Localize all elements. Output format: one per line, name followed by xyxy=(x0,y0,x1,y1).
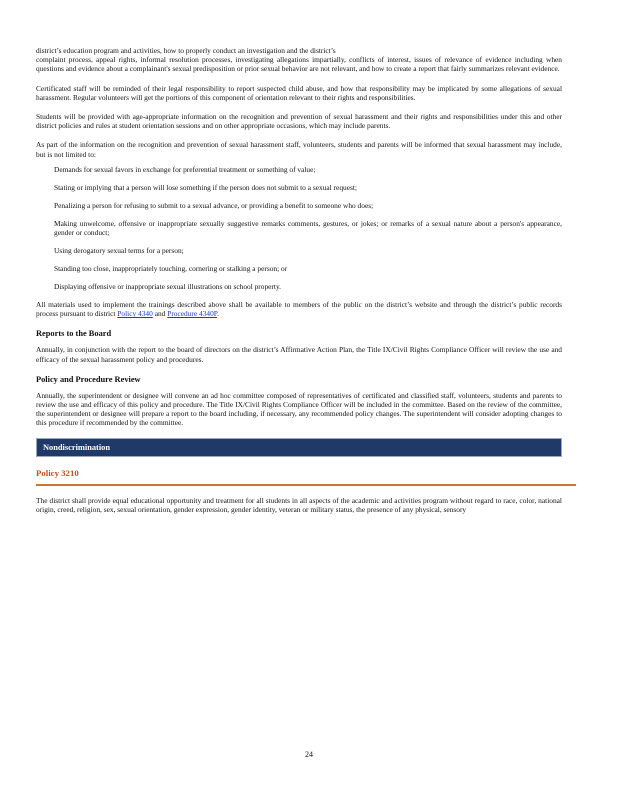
list-item: Stating or implying that a person will lose something if the person does not submit to a sexual request; xyxy=(54,182,357,192)
section-band xyxy=(36,438,562,457)
section-title: Nondiscrimination xyxy=(43,442,111,452)
certificated-paragraph: Certificated staff will be reminded of their legal responsibility to report suspected child abuse, and how that responsibility may be implicated by some allegations of sexual harassment. Regular volunteers will get the portions of this component of orientation relevant to their rights and responsibilities. xyxy=(36,83,562,102)
list-item: Demands for sexual favors in exchange for preferential treatment or something of value; xyxy=(54,164,316,174)
procedure-4340p-link[interactable]: Procedure 4340P xyxy=(167,309,218,319)
page-number: 24 xyxy=(305,750,313,759)
students-paragraph: Students will be provided with age-appropriate information on the recognition and prevention of sexual harassment and their rights and responsibilities under this and other district policies and rules at student orientation sessions and on other appropriate occasions, which may include parents. xyxy=(36,112,562,131)
review-heading: Policy and Procedure Review xyxy=(36,374,141,384)
harassment-examples-list xyxy=(36,165,562,291)
intro-paragraph xyxy=(36,46,562,74)
list-item: Using derogatory sexual terms for a person; xyxy=(54,246,184,256)
materials-end: . xyxy=(217,309,219,319)
list-item: Displaying offensive or inappropriate sexual illustrations on school property. xyxy=(54,282,282,292)
nondiscrimination-paragraph: The district shall provide equal educational opportunity and treatment for all students in all aspects of the academic and activities program without regard to race, color, national origin, creed, religion, sex, sexual orientation, gender expression, gender identity, veteran or military status, the presence of any physical, sensory xyxy=(36,495,562,514)
intro-line-1: district’s education program and activities, how to properly conduct an investigation and the district’s xyxy=(36,46,336,55)
materials-text: All materials used to implement the trainings described above shall be available to members of the public on the district’s website and through the district’s public records process pursuant to district xyxy=(36,300,562,319)
review-paragraph: Annually, the superintendent or designee will convene an ad hoc committee composed of representatives of certificated and classified staff, volunteers, students and parents to review the use and efficacy of this policy and procedure. The Title IX/Civil Rights Compliance Officer will be included in the committee. Based on the review of the committee, the superintendent or designee will prepare a report to the board including, if necessary, any recommended policy changes. The superintendent will consider adopting changes to this procedure if recommended by the committee. xyxy=(36,390,562,428)
list-item: Standing too close, inappropriately touching, cornering or stalking a person; or xyxy=(54,264,288,274)
list-item: Penalizing a person for refusing to submit to a sexual advance, or providing a benefit to someone who does; xyxy=(54,200,374,210)
policy-4340-link[interactable]: Policy 4340 xyxy=(117,309,153,319)
reports-heading: Reports to the Board xyxy=(36,329,112,339)
reports-paragraph: Annually, in conjunction with the report to the board of directors on the district’s Affirmative Action Plan, the Title IX/Civil Rights Compliance Officer will review the use and efficacy of the sexual harassment policy and procedures. xyxy=(36,345,562,364)
materials-paragraph xyxy=(36,300,562,318)
policy-heading: Policy 3210 xyxy=(36,467,79,478)
examples-intro-paragraph: As part of the information on the recognition and prevention of sexual harassment staff, volunteers, students and parents will be informed that sexual harassment may include, but is not limited to: xyxy=(36,140,562,159)
intro-rest: complaint process, appeal rights, informal resolution processes, investigating allegations impartially, conflicts of interest, issues of relevance of evidence including when questions and evidence about a complainant's sexual predisposition or prior sexual behavior are not relevant, and how to create a report that fairly summarizes relevant evidence. xyxy=(36,55,562,74)
materials-and: and xyxy=(154,309,166,319)
list-item: Making unwelcome, offensive or inappropriate sexually suggestive remarks comments, gestures, or jokes; or remarks of a sexual nature about a person's appearance, gender or conduct; xyxy=(54,218,562,238)
document-page xyxy=(36,46,562,514)
